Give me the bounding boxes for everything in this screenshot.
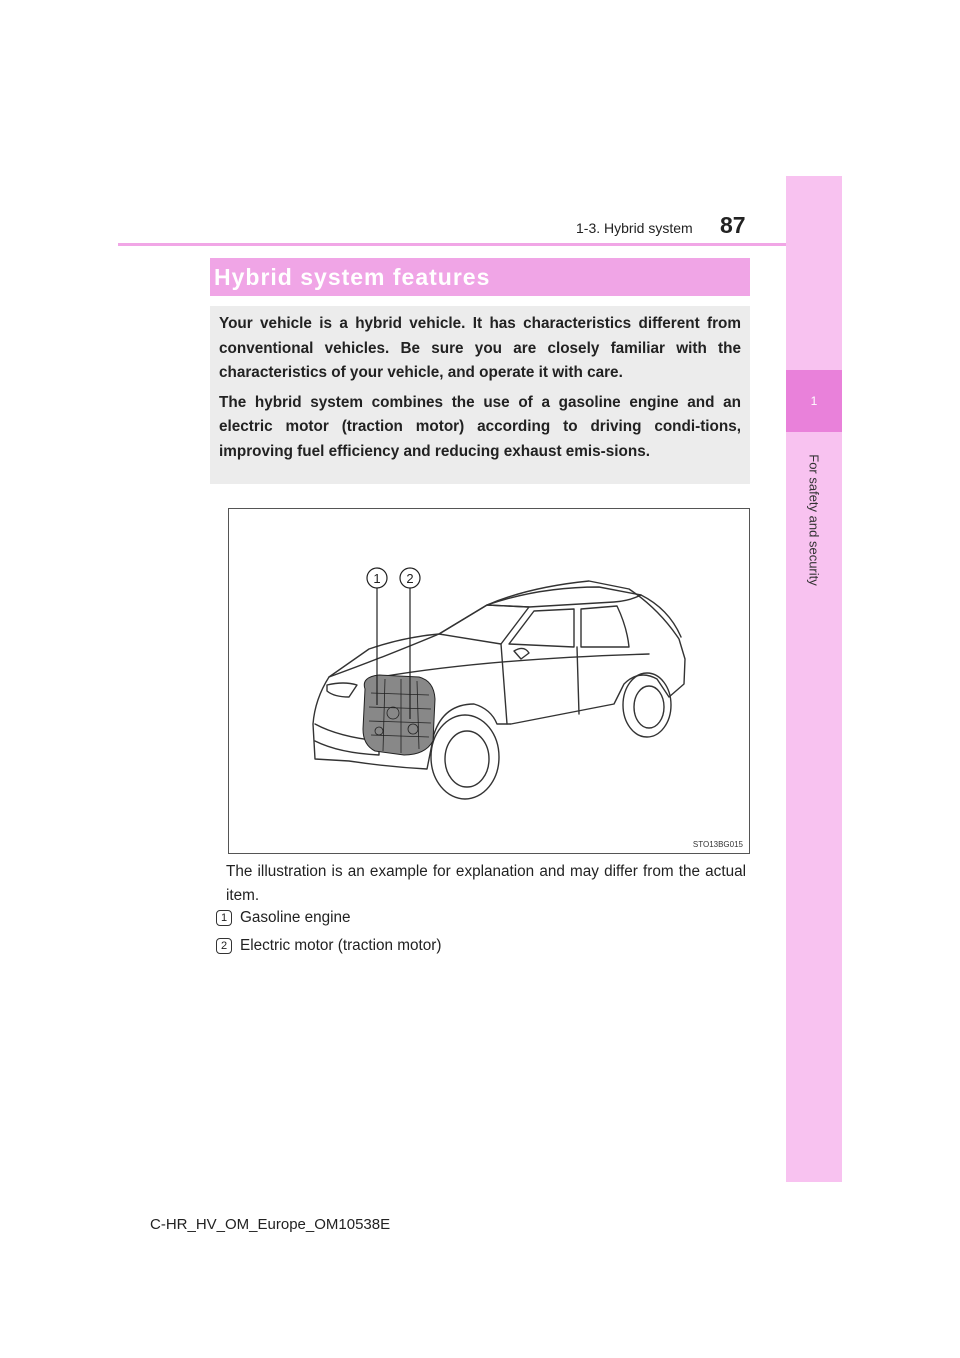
intro-paragraph-2: The hybrid system combines the use of a gasoline engine and an electric motor (traction motor) according to driving condi-tions, improving fuel efficiency and reducing exhaust emis-sions. (219, 393, 741, 460)
chapter-number: 1 (810, 394, 818, 408)
car-rear-wheel-rim (634, 686, 664, 728)
car-front-wheel-rim (445, 731, 489, 787)
side-chapter-tab (786, 176, 842, 1182)
callout-1-label: 1 (373, 571, 381, 586)
section-title: Hybrid system features (214, 263, 491, 290)
footer-doc-code: C-HR_HV_OM_Europe_OM10538E (150, 1216, 391, 1233)
chapter-title-vertical: For safety and security (806, 454, 822, 586)
section-title-bar (210, 258, 750, 296)
vehicle-illustration (228, 508, 750, 854)
car-door-line-1 (501, 644, 507, 724)
car-headlight (327, 683, 357, 697)
car-drawing-svg (229, 509, 749, 853)
car-side-window-front (509, 609, 574, 647)
legend-item-1 (216, 908, 351, 928)
figure-caption: The illustration is an example for explanation and may differ from the actual item. (226, 863, 746, 904)
legend-item-2 (216, 936, 441, 956)
car-windshield (439, 605, 529, 644)
callout-2-label: 2 (406, 571, 414, 586)
page-number: 87 (720, 212, 746, 238)
car-body-crease (369, 654, 649, 679)
legend-label-2: Electric motor (traction motor) (240, 937, 442, 954)
intro-box (210, 306, 750, 484)
header-rule (118, 243, 786, 246)
car-mirror (514, 648, 529, 659)
legend-number-1: 1 (216, 910, 232, 926)
car-side-window-rear (581, 606, 629, 647)
intro-paragraph-1: Your vehicle is a hybrid vehicle. It has characteristics different from conventional vehicles. Be sure you are closely familiar with the characteristics of your vehicle, and operate it with care. (219, 315, 741, 381)
legend-number-2: 2 (216, 938, 232, 954)
figure-code: STO13BG015 (692, 840, 743, 849)
chapter-number-tab (786, 370, 842, 432)
running-head: 1-3. Hybrid system (576, 220, 693, 236)
legend-label-1: Gasoline engine (240, 909, 351, 926)
